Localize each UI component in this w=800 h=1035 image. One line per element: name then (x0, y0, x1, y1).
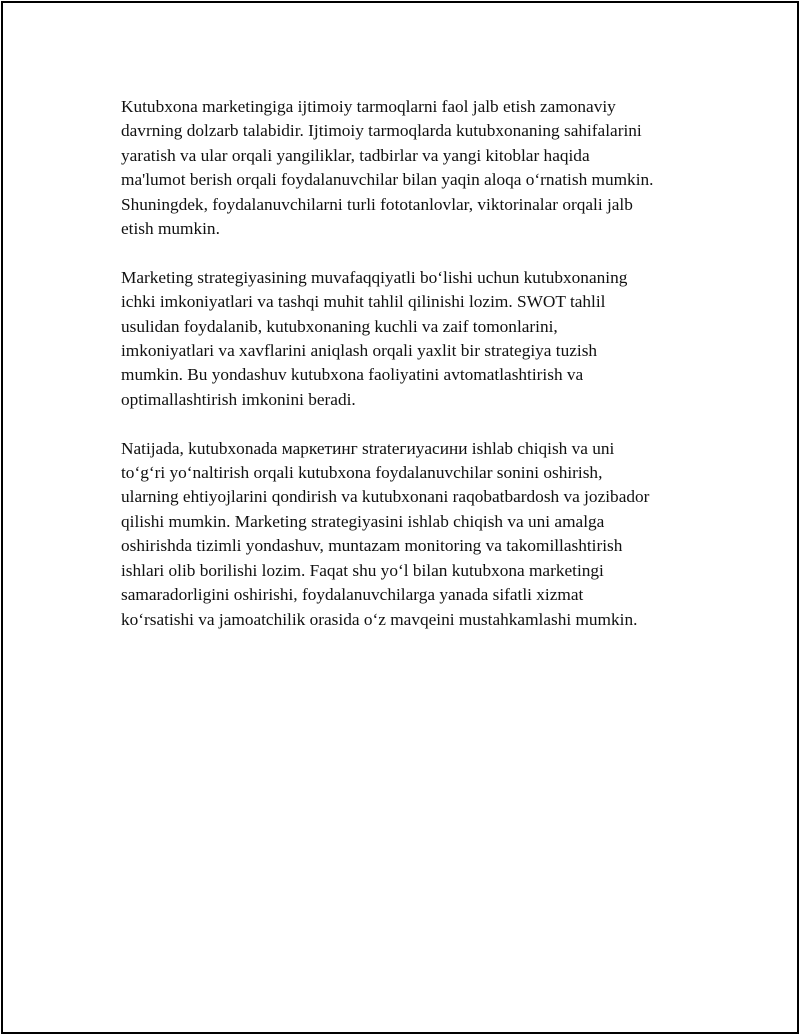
text-line: samaradorligini oshirishi, foydalanuvchilarga yanada sifatli xizmat (121, 585, 584, 605)
text-line: yaratish va ular orqali yangiliklar, tadbirlar va yangi kitoblar haqida (121, 145, 590, 165)
text-line: qilishi mumkin. Marketing strategiyasini ishlab chiqish va uni amalga (121, 511, 605, 531)
text-line: Natijada, kutubxonada маркетинг stratегиyaсини ishlab chiqish va uni (121, 438, 615, 458)
text-line: Marketing strategiyasining muvafaqqiyatli bo‘lishi uchun kutubxonaning (121, 267, 628, 287)
text-line: etish mumkin. (121, 219, 220, 239)
text-line: optimallashtirish imkonini beradi. (121, 389, 356, 409)
text-line: ma'lumot berish orqali foydalanuvchilar bilan yaqin aloqa o‘rnatish mumkin. (121, 170, 654, 190)
paragraph-3 (121, 437, 701, 632)
document-body (121, 95, 701, 656)
text-line: to‘g‘ri yo‘naltirish orqali kutubxona foydalanuvchilar sonini oshirish, (121, 463, 603, 483)
text-line: oshirishda tizimli yondashuv, muntazam monitoring va takomillashtirish (121, 536, 623, 556)
text-line: ichki imkoniyatlari va tashqi muhit tahlil qilinishi lozim. SWOT tahlil (121, 292, 606, 312)
paragraph-2 (121, 266, 701, 412)
text-line: usulidan foydalanib, kutubxonaning kuchli va zaif tomonlarini, (121, 316, 558, 336)
text-line: imkoniyatlari va xavflarini aniqlash orqali yaxlit bir strategiya tuzish (121, 341, 598, 361)
text-line: mumkin. Bu yondashuv kutubxona faoliyatini avtomatlashtirish va (121, 365, 584, 385)
text-line: ishlari olib borilishi lozim. Faqat shu yo‘l bilan kutubxona marketingi (121, 560, 604, 580)
text-line: Kutubxona marketingiga ijtimoiy tarmoqlarni faol jalb etish zamonaviy (121, 97, 616, 116)
text-line: ko‘rsatishi va jamoatchilik orasida o‘z mavqeini mustahkamlashi mumkin. (121, 609, 638, 629)
page-frame (1, 1, 799, 1034)
text-line: ularning ehtiyojlarini qondirish va kutubxonani raqobatbardosh va jozibador (121, 487, 650, 507)
text-line: davrning dolzarb talabidir. Ijtimoiy tarmoqlarda kutubxonaning sahifalarini (121, 121, 642, 141)
text-line: Shuningdek, foydalanuvchilarni turli fototanlovlar, viktorinalar orqali jalb (121, 194, 633, 214)
paragraph-1 (121, 95, 701, 241)
